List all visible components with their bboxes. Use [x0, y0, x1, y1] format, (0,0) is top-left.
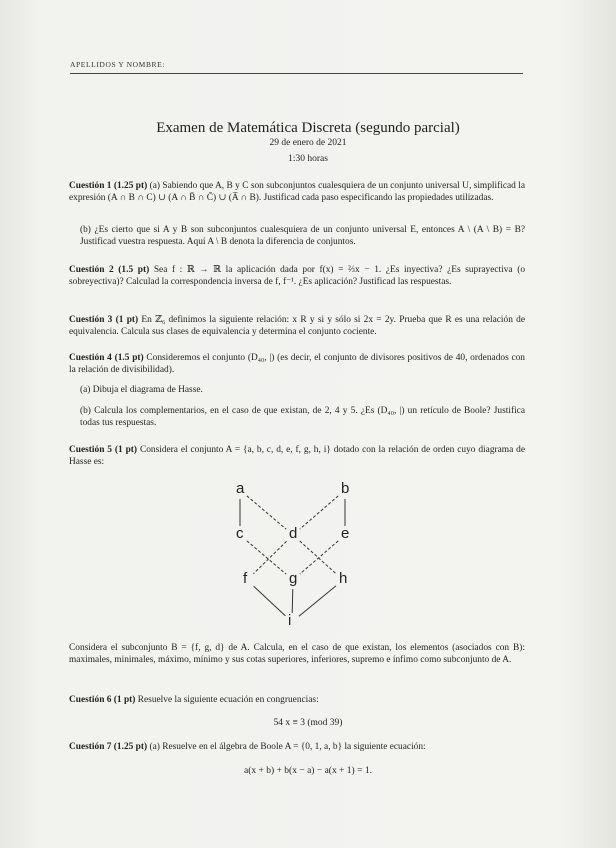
question-4-intro: Consideremos el conjunto (D₄₀, |) (es decir, el conjunto de divisores positivos de 40, ordenados con la relación de divisibilidad). [69, 353, 525, 375]
question-3 [69, 314, 525, 338]
question-1-part-a: (a) Sabiendo que A, B y C son subconjuntos cualesquiera de un conjunto universal U, simplificad la expresión (A ∩ B ∩ C) ∪ (A ∩ B̄ ∩ C̄) ∪ (A̅ ∩ B). Justificad cada paso especificando las propiedades utilizadas. [69, 181, 525, 203]
hasse-node-a: a [236, 480, 245, 497]
hasse-node-g: g [289, 570, 298, 587]
question-5-subset-text: Considera el subconjunto B = {f, g, d} de A. Calcula, en el caso de que existan, los elementos (asociados con B): maximales, minimales, máximo, mínimo y sus cotas superiores, inferiores, supremo e ínfimo como subconjunto de A. [69, 643, 525, 665]
name-field-label: APELLIDOS Y NOMBRE: [70, 60, 166, 69]
question-2-label: Cuestión 2 (1.5 pt) [69, 265, 150, 275]
question-3-text: En ℤ₆ definimos la siguiente relación: x R y si y sólo si 2x = 2y. Prueba que R es una relación de equivalencia. Calcula sus clases de equivalencia y determina el conjunto cociente. [69, 315, 525, 337]
question-1-label: Cuestión 1 (1.25 pt) [69, 181, 148, 191]
hasse-node-c: c [236, 525, 244, 542]
question-5 [69, 444, 525, 468]
question-4-part-a: (a) Dibuja el diagrama de Hasse. [80, 385, 203, 395]
question-6-text: Resuelve la siguiente ecuación en congruencias: [137, 695, 319, 705]
hasse-node-f: f [243, 570, 248, 587]
question-2-text: Sea f : ℝ → ℝ la aplicación dada por f(x) = ⅔x − 1. ¿Es inyectiva? ¿Es suprayectiva (o sobreyectiva)? Calculad la correspondencia inversa de f, f⁻¹. ¿Es aplicación? Justificad las respuestas. [69, 265, 526, 287]
question-7 [69, 741, 525, 753]
hasse-diagram-labels [200, 470, 400, 640]
hasse-node-e: e [341, 525, 350, 542]
question-7-equation: a(x + b) + b(x − a) − a(x + 1) = 1. [244, 766, 372, 776]
question-6-equation: 54 x ≡ 3 (mod 39) [273, 718, 343, 728]
hasse-node-d: d [289, 525, 298, 542]
question-2 [69, 264, 525, 288]
exam-duration: 1:30 horas [288, 154, 328, 164]
question-7-part-a: (a) Resuelve en el álgebra de Boole A = {0, 1, a, b} la siguiente ecuación: [149, 742, 426, 752]
name-field-line [70, 73, 523, 74]
question-4 [69, 352, 525, 376]
hasse-node-h: h [339, 570, 348, 587]
exam-date: 29 de enero de 2021 [269, 138, 347, 148]
hasse-node-i: i [288, 612, 292, 629]
question-1-part-b: (b) ¿Es cierto que si A y B son subconjuntos cualesquiera de un conjunto universal E, entonces A \ (A \ B) = B? Justificad vuestra respuesta. Aquí A \ B denota la diferencia de conjuntos. [80, 225, 525, 247]
exam-title: Examen de Matemática Discreta (segundo parcial) [156, 120, 460, 136]
question-4-part-b: (b) Calcula los complementarios, en el caso de que existan, de 2, 4 y 5. ¿Es (D₄₀, |) un retículo de Boole? Justifica todas tus respuestas. [80, 406, 525, 428]
question-6 [69, 694, 525, 706]
question-1 [69, 180, 525, 204]
question-4-label: Cuestión 4 (1.5 pt) [69, 353, 144, 363]
question-6-label: Cuestión 6 (1 pt) [69, 695, 136, 705]
question-7-label: Cuestión 7 (1.25 pt) [69, 742, 148, 752]
question-5-label: Cuestión 5 (1 pt) [69, 445, 138, 455]
question-5-intro: Considera el conjunto A = {a, b, c, d, e, f, g, h, i} dotado con la relación de orden cuyo diagrama de Hasse es: [69, 445, 525, 467]
question-3-label: Cuestión 3 (1 pt) [69, 315, 139, 325]
hasse-node-b: b [341, 480, 350, 497]
